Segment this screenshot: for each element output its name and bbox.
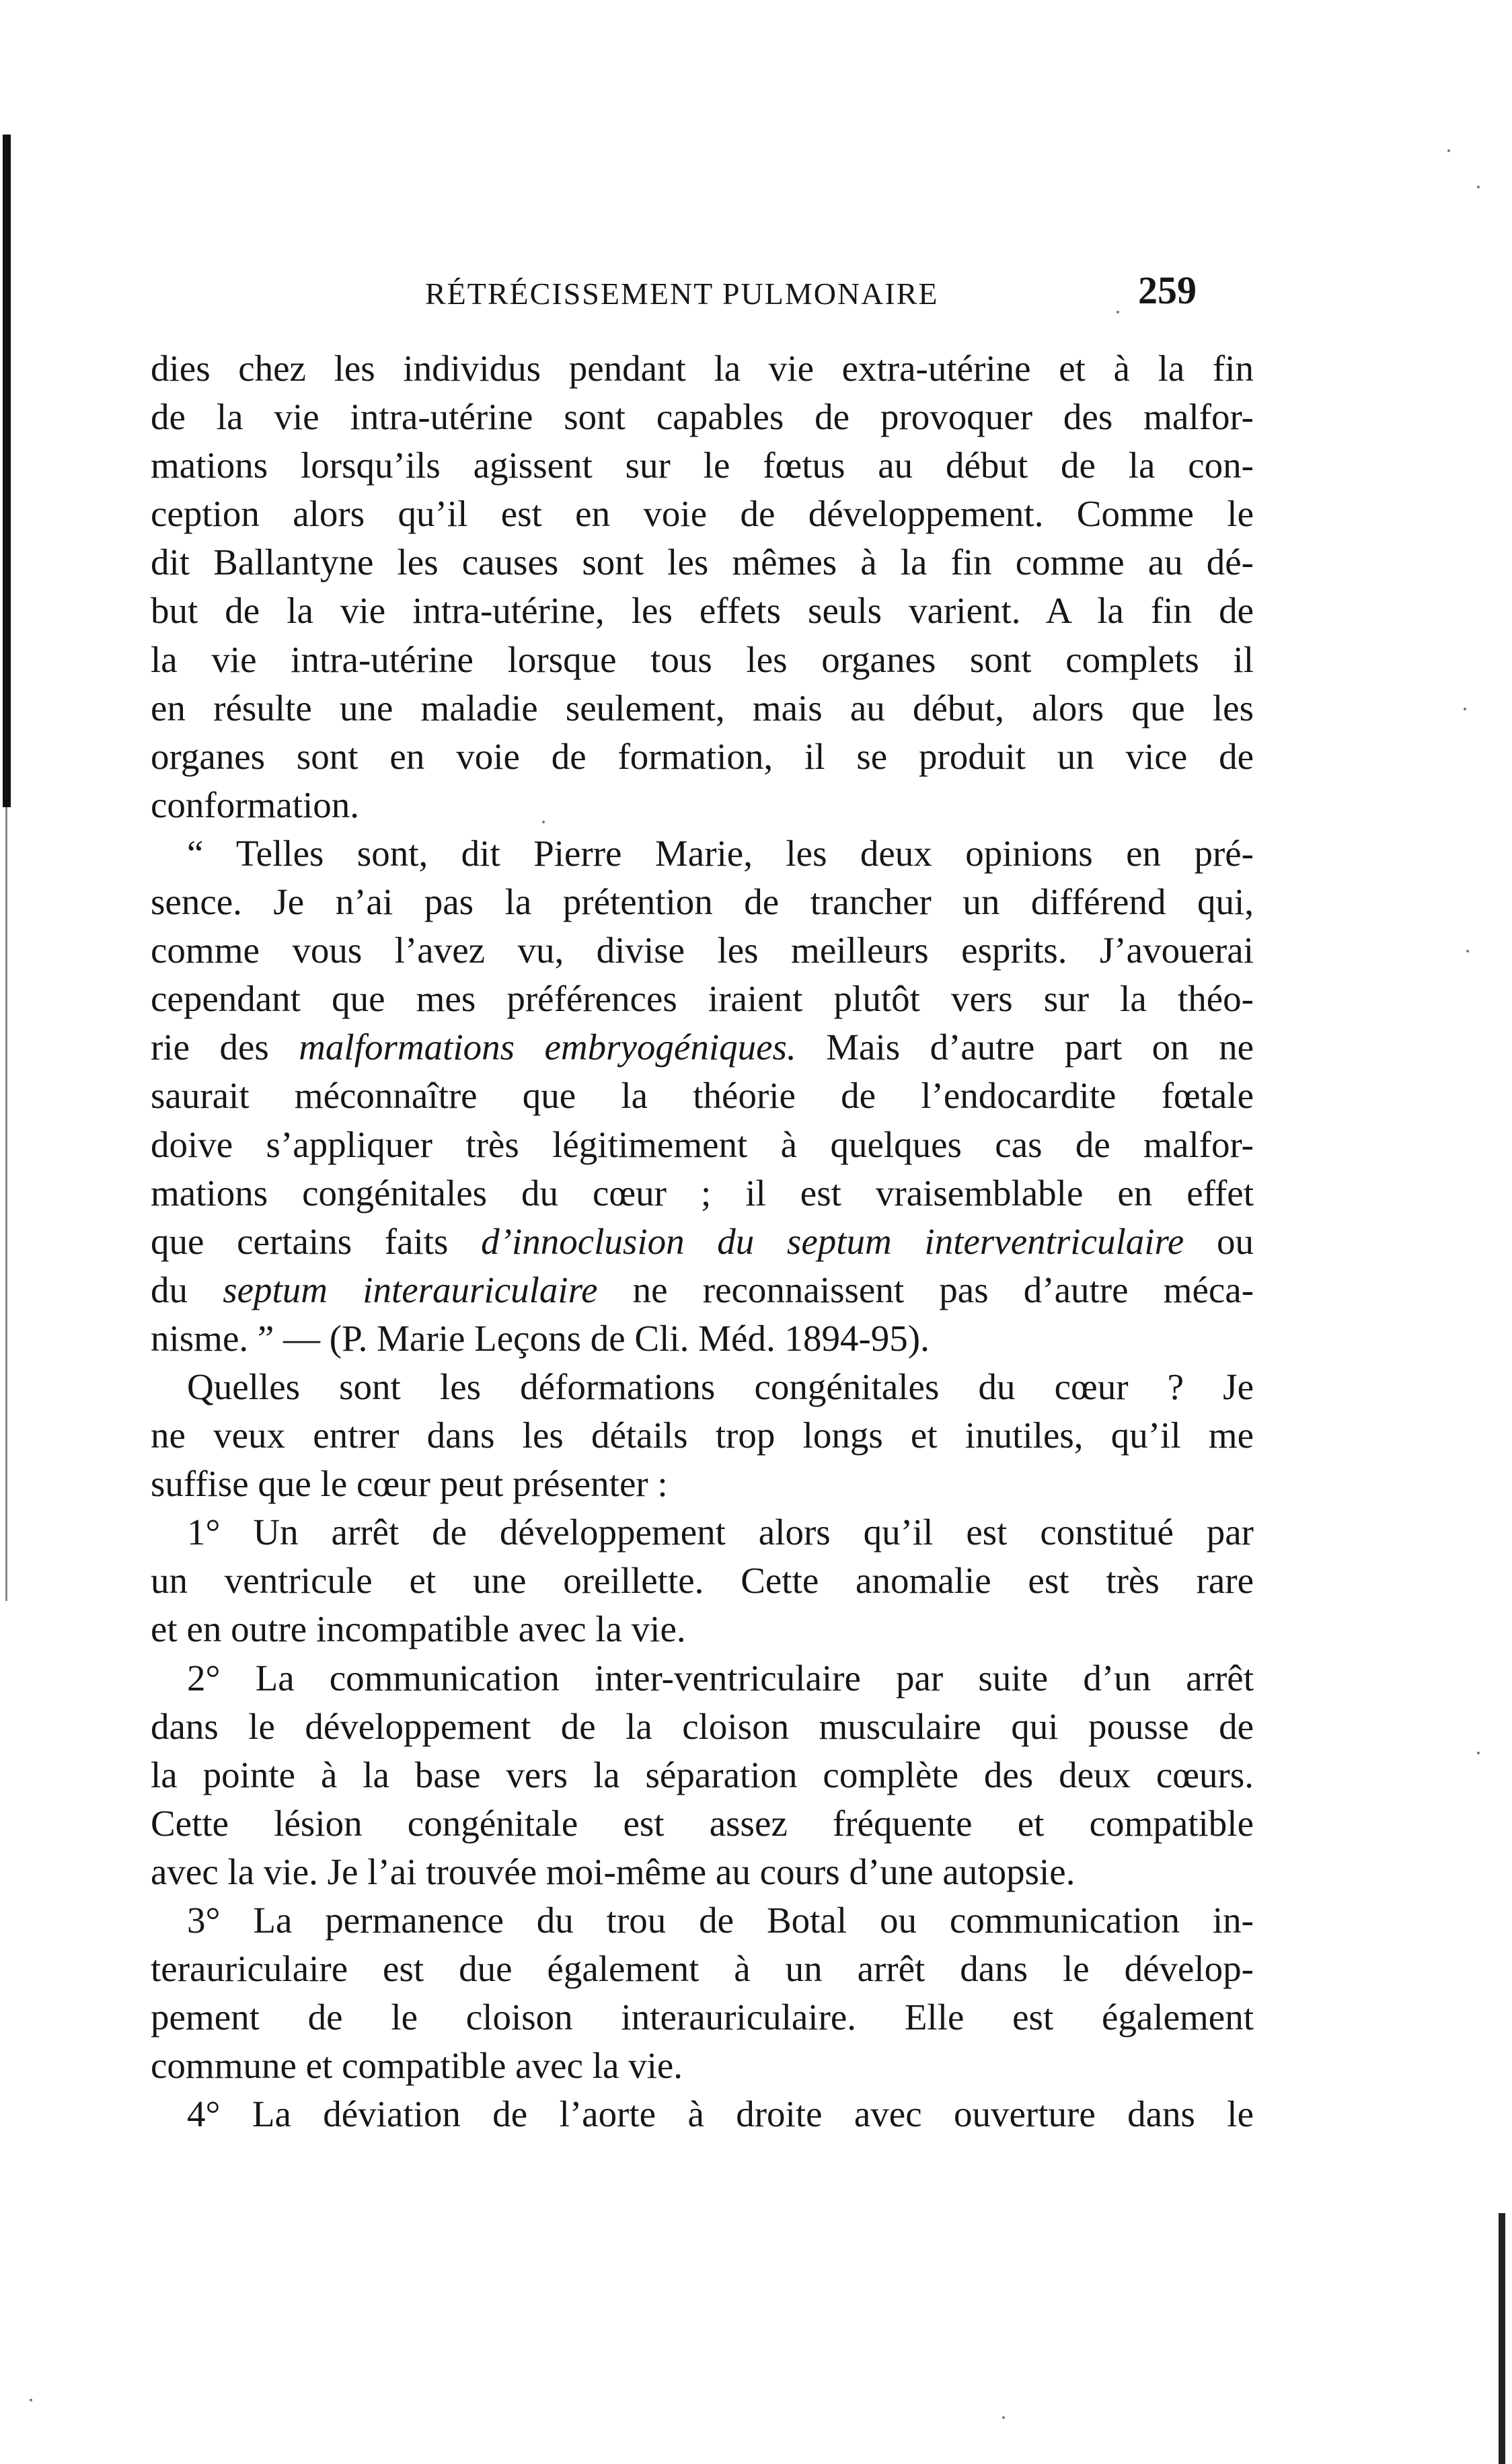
scan-speck xyxy=(1477,186,1480,188)
text-line: Cette lésion congénitale est assez fréquente et compatible xyxy=(151,1802,1254,1844)
text-line: ception alors qu’il est en voie de développement. Comme le xyxy=(151,493,1254,535)
running-head xyxy=(0,268,1512,322)
text-line: Quelles sont les déformations congénitales du cœur ? Je xyxy=(187,1366,1254,1407)
text-line: dit Ballantyne les causes sont les mêmes à la fin comme au dé- xyxy=(151,542,1254,583)
text-line: commune et compatible avec la vie. xyxy=(151,2045,683,2087)
running-title: RÉTRÉCISSEMENT PULMONAIRE xyxy=(425,276,939,311)
text-line: pement de le cloison interauriculaire. Elle est également xyxy=(151,1996,1254,2038)
text-line: “ Telles sont, dit Pierre Marie, les deux opinions en pré- xyxy=(187,832,1254,874)
text-line: mations congénitales du cœur ; il est vraisemblable en effet xyxy=(151,1172,1254,1214)
text-line: suffise que le cœur peut présenter : xyxy=(151,1463,668,1505)
text-line: 2° La communication inter-ventriculaire par suite d’un arrêt xyxy=(187,1657,1254,1698)
scan-binding-shadow xyxy=(3,135,11,807)
italic-term: d’innoclusion du septum interventriculaire xyxy=(481,1220,1184,1262)
scan-speck xyxy=(30,2399,32,2401)
italic-term: septum interauriculaire xyxy=(223,1269,598,1310)
page-number: 259 xyxy=(1138,268,1197,312)
text-line: mations lorsqu’ils agissent sur le fœtus au début de la con- xyxy=(151,445,1254,486)
scan-speck xyxy=(1466,950,1469,953)
text-line: ne veux entrer dans les détails trop longs et inutiles, qu’il me xyxy=(151,1415,1254,1456)
text-line: un ventricule et une oreillette. Cette anomalie est très rare xyxy=(151,1560,1254,1602)
scan-binding-line xyxy=(5,807,7,1601)
text-line: avec la vie. Je l’ai trouvée moi-même au cours d’une autopsie. xyxy=(151,1851,1075,1892)
text-line: la vie intra-utérine lorsque tous les organes sont complets il xyxy=(151,638,1254,680)
text-line: organes sont en voie de formation, il se produit un vice de xyxy=(151,735,1254,777)
text-line xyxy=(151,1023,1254,1072)
text-run: du xyxy=(151,1269,223,1310)
scan-speck xyxy=(1477,1752,1480,1754)
text-line: en résulte une maladie seulement, mais au début, alors que les xyxy=(151,687,1254,729)
text-line: de la vie intra-utérine sont capables de provoquer des malfor- xyxy=(151,396,1254,438)
text-line: la pointe à la base vers la séparation complète des deux cœurs. xyxy=(151,1754,1254,1795)
scan-speck xyxy=(1002,2416,1005,2419)
text-line xyxy=(151,1266,1254,1314)
text-line: sence. Je n’ai pas la prétention de trancher un différend qui, xyxy=(151,881,1254,923)
text-line: et en outre incompatible avec la vie. xyxy=(151,1608,686,1650)
text-line: doive s’appliquer très légitimement à quelques cas de malfor- xyxy=(151,1123,1254,1165)
text-line: saurait méconnaître que la théorie de l’endocardite fœtale xyxy=(151,1075,1254,1117)
text-line: 4° La déviation de l’aorte à droite avec ouverture dans le xyxy=(187,2093,1254,2135)
text-line: cependant que mes préférences iraient plutôt vers sur la théo- xyxy=(151,978,1254,1020)
text-line: conformation. xyxy=(151,784,360,825)
text-run: Mais d’autre part on ne xyxy=(796,1026,1254,1068)
scan-edge-artifact xyxy=(1499,2213,1505,2464)
scan-speck xyxy=(1464,708,1466,710)
text-line: dans le développement de la cloison musculaire qui pousse de xyxy=(151,1705,1254,1747)
italic-term: malformations embryogéniques. xyxy=(299,1026,796,1068)
text-line: 1° Un arrêt de développement alors qu’il est constitué par xyxy=(187,1511,1254,1553)
text-line: terauriculaire est due également à un arrêt dans le dévelop- xyxy=(151,1948,1254,1990)
text-line: comme vous l’avez vu, divise les meilleurs esprits. J’avouerai xyxy=(151,930,1254,971)
body-text xyxy=(151,344,1254,2138)
text-line: but de la vie intra-utérine, les effets seuls varient. A la fin de xyxy=(151,590,1254,632)
text-run: ou xyxy=(1184,1220,1254,1262)
text-line: dies chez les individus pendant la vie extra-utérine et à la fin xyxy=(151,348,1254,389)
text-line: 3° La permanence du trou de Botal ou communication in- xyxy=(187,1900,1254,1941)
text-line: nisme. ” — (P. Marie Leçons de Cli. Méd. 1894-95). xyxy=(151,1317,930,1359)
scan-speck xyxy=(1447,149,1450,152)
text-run: rie des xyxy=(151,1026,299,1068)
text-run: que certains faits xyxy=(151,1220,482,1262)
text-line xyxy=(151,1218,1254,1266)
text-run: ne reconnaissent pas d’autre méca- xyxy=(597,1269,1254,1310)
